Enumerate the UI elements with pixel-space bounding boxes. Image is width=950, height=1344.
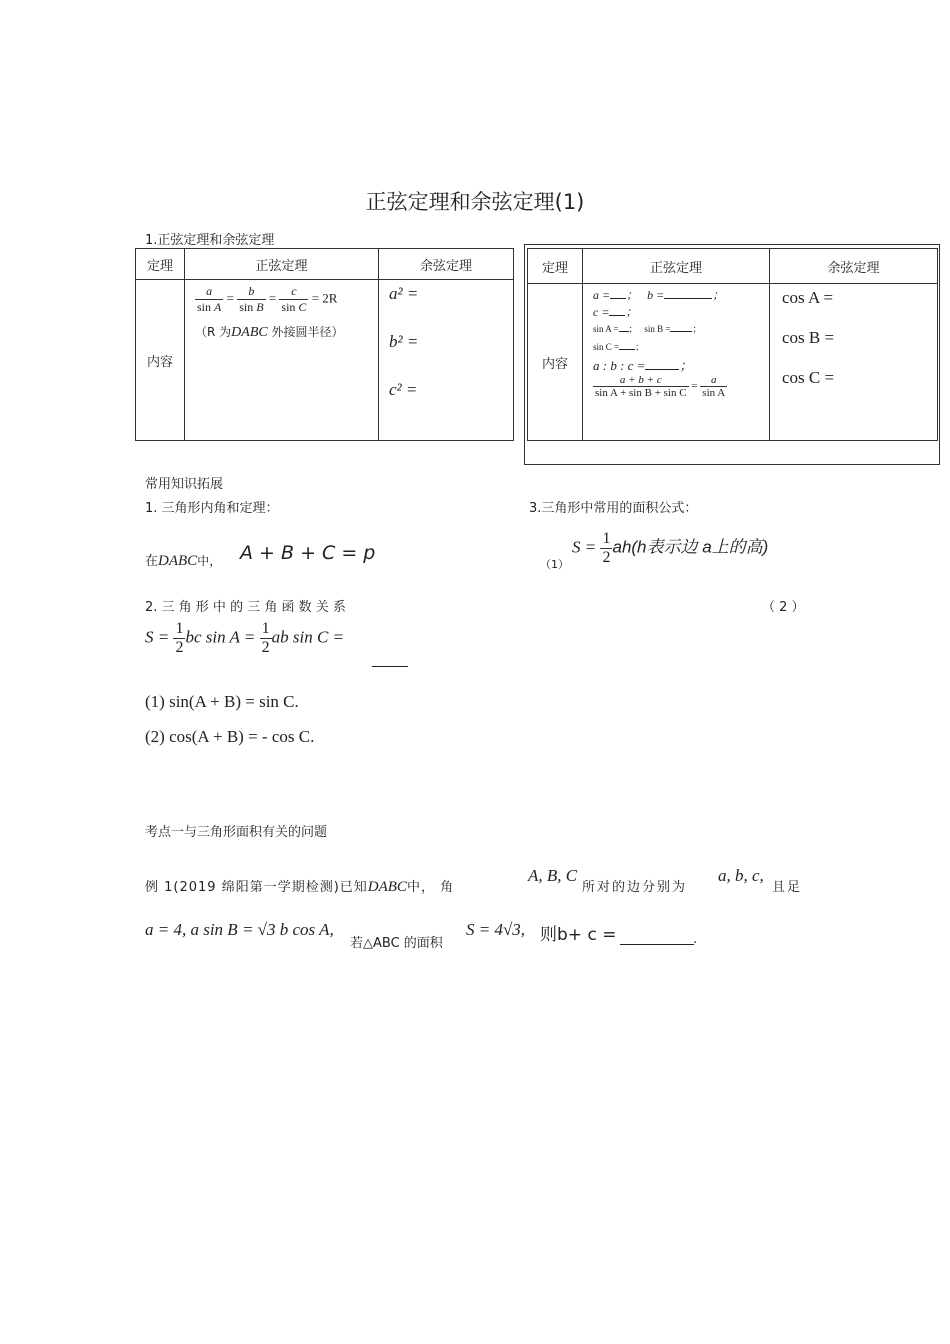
- topic-heading: 考点一与三角形面积有关的问题: [145, 825, 328, 840]
- area-blank: [372, 666, 408, 667]
- t2-line5: a : b : c = ；: [593, 358, 693, 373]
- t2-b-eq: b =: [647, 288, 665, 302]
- condition-area: S = 4√3,: [466, 920, 526, 939]
- relation-1: (1) sin(A + B) = sin C.: [145, 692, 299, 711]
- table-header-sine: 正弦定理: [185, 249, 379, 280]
- row-label: 内容: [136, 280, 185, 441]
- t2-frac2-num: a: [700, 374, 727, 387]
- condition-formula: a = 4, a sin B = √3 b cos A,: [145, 920, 334, 939]
- cos-a-sq: a² =: [389, 284, 419, 303]
- sine-law-cell: [185, 280, 379, 441]
- area-s: S =: [145, 627, 170, 647]
- note-post: 外接圆半径）: [271, 325, 344, 339]
- area-formula: S = $\frac{1}{2}$ bc sin A = $\frac{1}{2}$ ab sin C =: [145, 620, 345, 656]
- table-header-cosine: 余弦定理: [379, 249, 514, 280]
- t2-ratio: a : b : c =: [593, 358, 646, 373]
- ext-heading: 常用知识拓展: [145, 477, 224, 492]
- table2-header-sine: 正弦定理: [583, 249, 770, 284]
- item3-heading: 3.三角形中常用的面积公式：: [529, 501, 698, 516]
- condition-text: 若△ABC 的面积: [350, 936, 443, 951]
- example-pre: 例 1(2019 绵阳第一学期检测)已知: [145, 880, 368, 895]
- condition-tail: 则b+ c =: [540, 925, 617, 945]
- sine-law-eq: = 2R: [311, 290, 338, 306]
- table2-header-cosine: 余弦定理: [770, 249, 938, 284]
- item3-formula: S = $\frac{1}{2}$ ah(h表示边 a上的高): [572, 530, 769, 566]
- t2-frac2-den: sin A: [702, 387, 726, 399]
- item3-rest: ah(h表示边 a上的高): [612, 537, 769, 557]
- condition-end: .: [693, 932, 698, 947]
- t2-frac-den: sin A + sin B + sin C: [595, 387, 687, 399]
- t2-sinc: sin C =: [593, 342, 620, 352]
- page-title: 正弦定理和余弦定理(1): [365, 190, 585, 214]
- table2-row-label: 内容: [528, 284, 583, 441]
- angle-sum-formula: A + B + C = p: [240, 542, 376, 564]
- t2-sina: sin A =: [593, 324, 619, 334]
- area-ab: ab sin C =: [271, 627, 345, 647]
- t2-cos-a: cos A =: [782, 288, 834, 307]
- t2-line2: c = ；: [593, 305, 638, 319]
- example-triangle: DABC: [367, 879, 407, 895]
- example-mid2: 所对的边分别为: [582, 880, 688, 895]
- t2-line4: sin C = ；: [593, 342, 645, 352]
- area-bc: bc sin A =: [185, 627, 256, 647]
- theorem-table-1: [135, 248, 514, 441]
- item3-number: （1）: [540, 558, 569, 571]
- cos-b-sq: b² =: [389, 332, 419, 351]
- example-sides: a, b, c,: [718, 866, 764, 885]
- answer-blank: [620, 944, 694, 945]
- example-line: [145, 876, 454, 896]
- t2-c-eq: c =: [593, 305, 610, 319]
- t2-a-eq: a =: [593, 288, 611, 302]
- example-post: 且足: [772, 880, 803, 895]
- example-mid: 中， 角: [406, 880, 455, 895]
- t2-line6: $\frac{a + b + c}{\text{sin A + sin B + sin C}}$ = $\frac{a}{\text{sin A}}$: [595, 374, 726, 399]
- table2-cosine-cell: [770, 284, 938, 441]
- note-pre: （R 为: [195, 325, 232, 339]
- t2-frac-num: a + b + c: [593, 374, 689, 387]
- table2-header-theorem: 定理: [528, 249, 583, 284]
- t2-line3: sin A = ； sin B = ；: [593, 324, 702, 334]
- triangle-symbol: DABC: [231, 325, 268, 340]
- t2-sinb: sin B =: [644, 324, 671, 334]
- table-header-theorem: 定理: [136, 249, 185, 280]
- t2-line1: a = ； b = ；: [593, 288, 725, 302]
- item1-line: [145, 550, 221, 570]
- cosine-law-cell: [379, 280, 514, 441]
- item2-number: （ 2 ）: [762, 600, 805, 615]
- t2-cos-c: cos C =: [782, 368, 835, 387]
- sine-law-note: [195, 323, 378, 341]
- item1-heading: 1. 三角形内角和定理：: [145, 501, 279, 516]
- sine-law-formula: $\frac{a}{\text{sin A}}$ = $\frac{b}{\text{sin B}}$ = $\frac{c}{\text{sin C}}$ = 2R: [197, 284, 338, 314]
- section-heading: 1.正弦定理和余弦定理: [145, 233, 275, 248]
- t2-cos-b: cos B =: [782, 328, 835, 347]
- relation-2: (2) cos(A + B) = - cos C.: [145, 727, 315, 746]
- example-angles: A, B, C: [528, 866, 578, 885]
- item1-mid: 中，: [197, 554, 222, 568]
- cos-c-sq: c² =: [389, 380, 418, 399]
- item3-s: S =: [572, 537, 597, 557]
- theorem-table-2: [527, 248, 938, 441]
- item1-triangle: DABC: [158, 553, 198, 569]
- item1-pre: 在: [145, 554, 159, 569]
- table2-sine-cell: [583, 284, 770, 441]
- item2-heading: 2. 三 角 形 中 的 三 角 函 数 关 系: [145, 600, 346, 615]
